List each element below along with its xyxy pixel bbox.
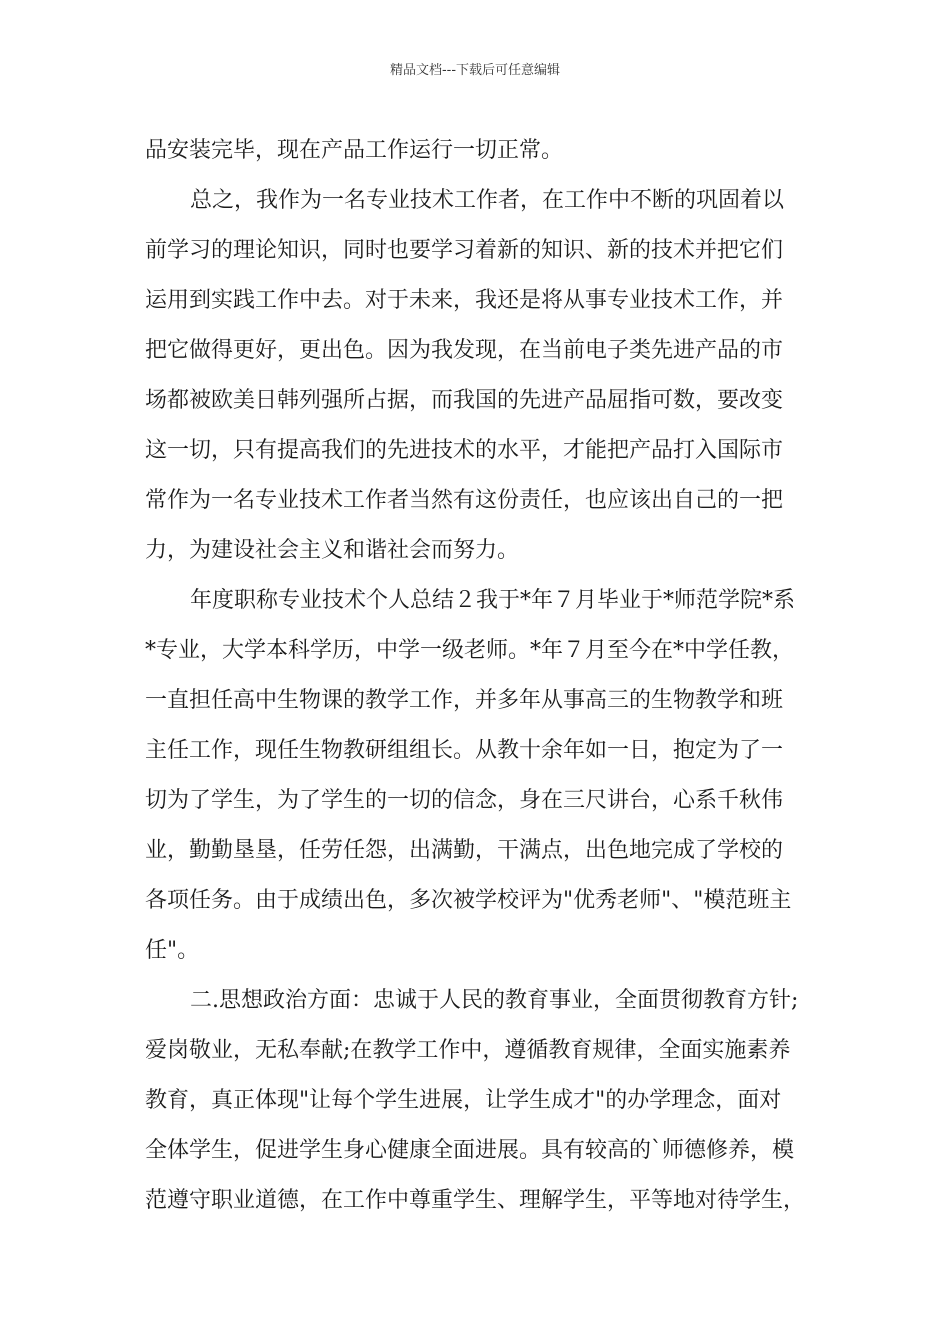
text-line: 运用到实践工作中去。对于未来，我还是将从事专业技术工作，并 (145, 288, 784, 313)
text-line: 总之，我作为一名专业技术工作者，在工作中不断的巩固着以 (190, 188, 785, 213)
text-line: 爱岗敬业，无私奉献;在教学工作中，遵循教育规律，全面实施素养 (145, 1038, 791, 1063)
text-line: 二.思想政治方面：忠诚于人民的教育事业，全面贯彻教育方针; (190, 988, 799, 1013)
text-line: 全体学生，促进学生身心健康全面进展。具有较高的`师德修养，模 (145, 1138, 795, 1163)
text-line: 前学习的理论知识，同时也要学习着新的知识、新的技术并把它们 (145, 238, 784, 263)
text-line: 把它做得更好，更出色。因为我发现，在当前电子类先进产品的市 (145, 338, 784, 363)
page-header: 精品文档---下载后可任意编辑 (389, 63, 561, 78)
text-line: 教育，真正体现"让每个学生进展，让学生成才"的办学理念，面对 (145, 1088, 782, 1113)
text-line: 业，勤勤垦垦，任劳任怨，出满勤，干满点，出色地完成了学校的 (145, 838, 784, 863)
text-line: 年度职称专业技术个人总结２我于*年７月毕业于*师范学院*系 (190, 588, 796, 613)
text-line: 各项任务。由于成绩出色，多次被学校评为"优秀老师"、"模范班主 (145, 888, 792, 913)
text-line: 品安装完毕，现在产品工作运行一切正常。 (145, 138, 564, 163)
text-line: 常作为一名专业技术工作者当然有这份责任，也应该出自己的一把 (145, 488, 784, 513)
text-line: 力，为建设社会主义和谐社会而努力。 (145, 538, 520, 563)
text-line: 范遵守职业道德，在工作中尊重学生、理解学生，平等地对待学生， (145, 1188, 806, 1213)
text-line: 主任工作，现任生物教研组组长。从教十余年如一日，抱定为了一 (145, 738, 784, 763)
text-line: *专业，大学本科学历，中学一级老师。*年７月至今在*中学任教， (145, 638, 795, 663)
text-line: 任"。 (145, 938, 200, 963)
text-line: 这一切，只有提高我们的先进技术的水平，才能把产品打入国际市 (145, 438, 784, 463)
text-line: 切为了学生，为了学生的一切的信念，身在三尺讲台，心系千秋伟 (145, 788, 784, 813)
text-line: 场都被欧美日韩列强所占据，而我国的先进产品屈指可数，要改变 (145, 388, 784, 413)
text-line: 一直担任高中生物课的教学工作，并多年从事高三的生物教学和班 (145, 688, 784, 713)
